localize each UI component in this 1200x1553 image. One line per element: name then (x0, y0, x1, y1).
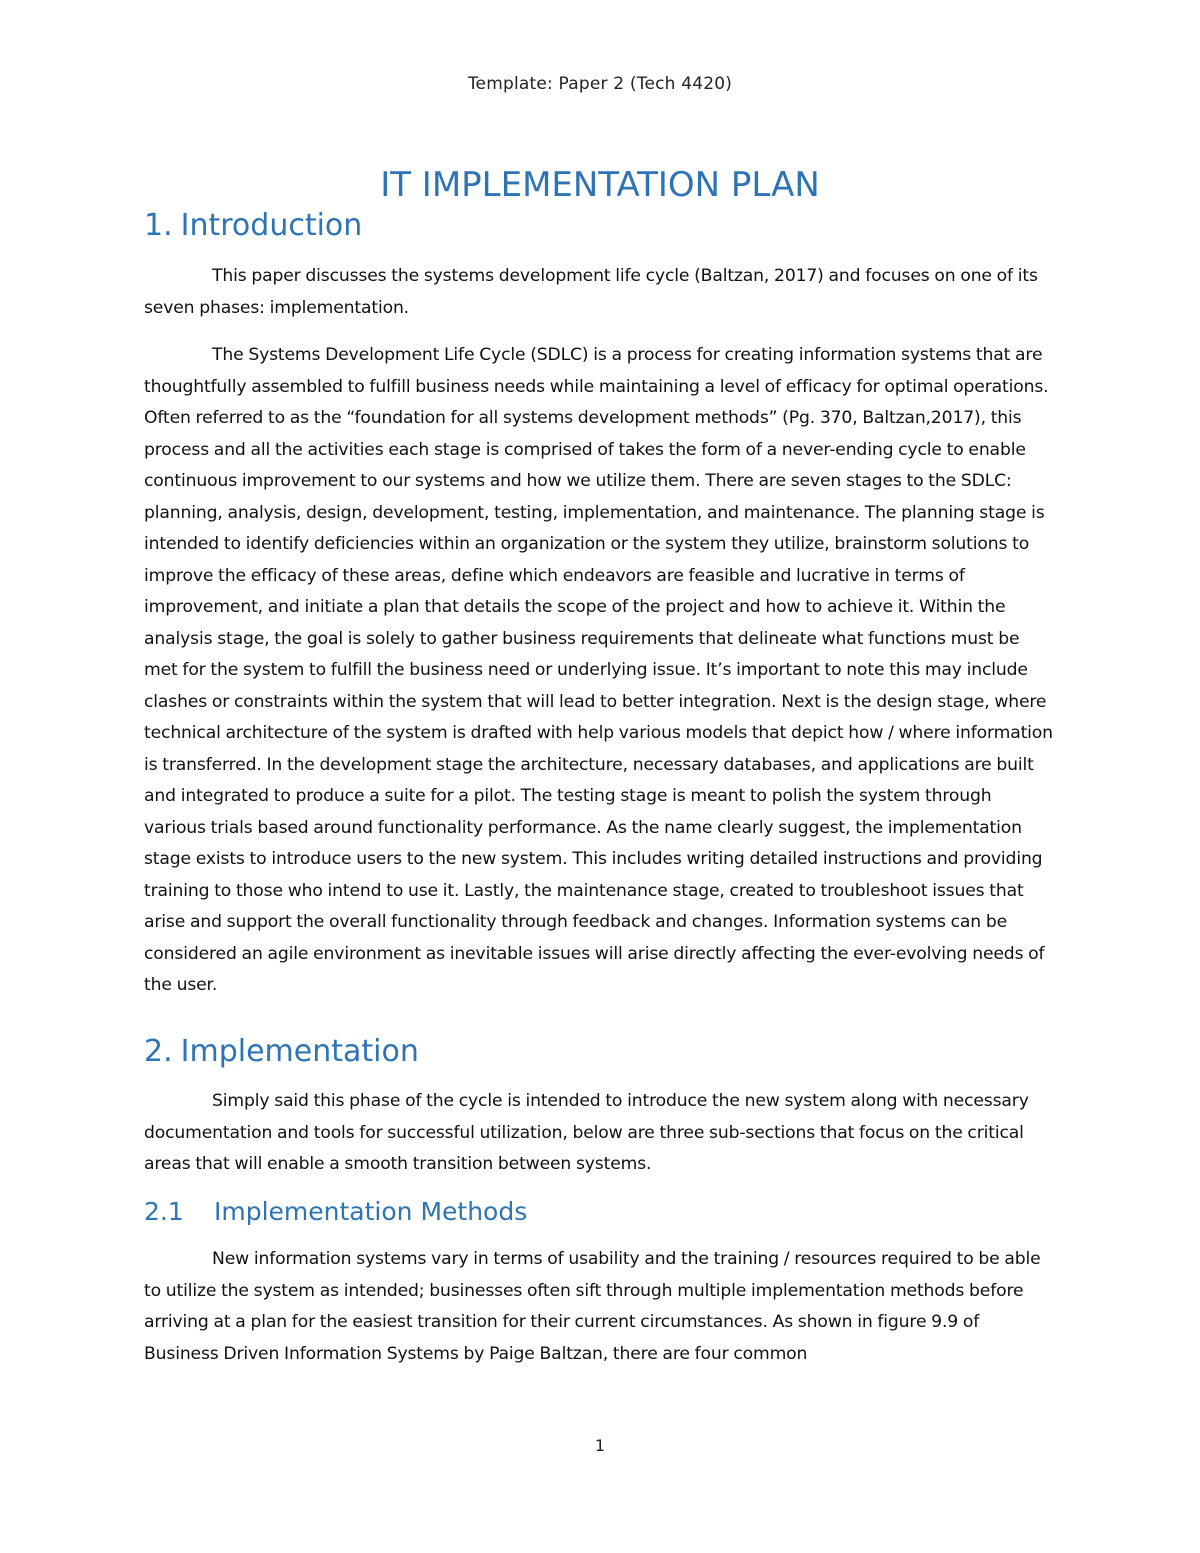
document-title: IT IMPLEMENTATION PLAN (380, 165, 820, 205)
page-header: Template: Paper 2 (Tech 4420) (467, 74, 733, 94)
heading-text: Implementation (180, 1034, 419, 1069)
paragraph: The Systems Development Life Cycle (SDLC) is a process for creating information systems that are thoughtfully assembled to fulfill business needs while maintaining a level of efficacy for optimal operations. Often referred to as the “foundation for all systems development methods” (Pg. 370, Baltzan,2017), this process and all the activities each stage is comprised of takes the form of a never-ending cycle to enable continuous improvement to our systems and how we utilize them. There are seven stages to the SDLC: planning, analysis, design, development, testing, implementation, and maintenance. The planning stage is intended to identify deficiencies within an organization or the system they utilize, brainstorm solutions to improve the efficacy of these areas, define which endeavors are feasible and lucrative in terms of improvement, and initiate a plan that details the scope of the project and how to achieve it. Within the analysis stage, the goal is solely to gather business requirements that delineate what functions must be met for the system to fulfill the business need or underlying issue. It’s important to note this may include clashes or constraints within the system that will lead to better integration. Next is the design stage, where technical architecture of the system is drafted with help various models that depict how / where information is transferred. In the development stage the architecture, necessary databases, and applications are built and integrated to produce a suite for a pilot. The testing stage is meant to polish the system through various trials based around functionality performance. As the name clearly suggest, the implementation stage exists to introduce users to the new system. This includes writing detailed instructions and providing training to those who intend to use it. Lastly, the maintenance stage, created to troubleshoot issues that arise and support the overall functionality through feedback and changes. Information systems can be considered an agile environment as inevitable issues will arise directly affecting the ever-evolving needs of the user. (144, 345, 1053, 995)
heading-implementation-methods (144, 1197, 527, 1226)
heading-text: Implementation Methods (214, 1197, 528, 1226)
heading-number: 1. (144, 208, 173, 243)
paragraph: New information systems vary in terms of usability and the training / resources required to be able to utilize the system as intended; businesses often sift through multiple implementation methods before arriving at a plan for the easiest transition for their current circumstances. As shown in figure 9.9 of Business Driven Information Systems by Paige Baltzan, there are four common (144, 1249, 1041, 1364)
page-number: 1 (594, 1436, 606, 1455)
heading-number: 2. (144, 1034, 173, 1069)
heading-introduction (144, 208, 362, 243)
paragraph: This paper discusses the systems development life cycle (Baltzan, 2017) and focuses on one of its seven phases: implementation. (144, 266, 1038, 318)
paragraph: Simply said this phase of the cycle is intended to introduce the new system along with necessary documentation and tools for successful utilization, below are three sub-sections that focus on the critical areas that will enable a smooth transition between systems. (144, 1091, 1029, 1174)
heading-number: 2.1 (144, 1197, 184, 1226)
heading-text: Introduction (180, 208, 363, 243)
heading-implementation (144, 1034, 419, 1069)
